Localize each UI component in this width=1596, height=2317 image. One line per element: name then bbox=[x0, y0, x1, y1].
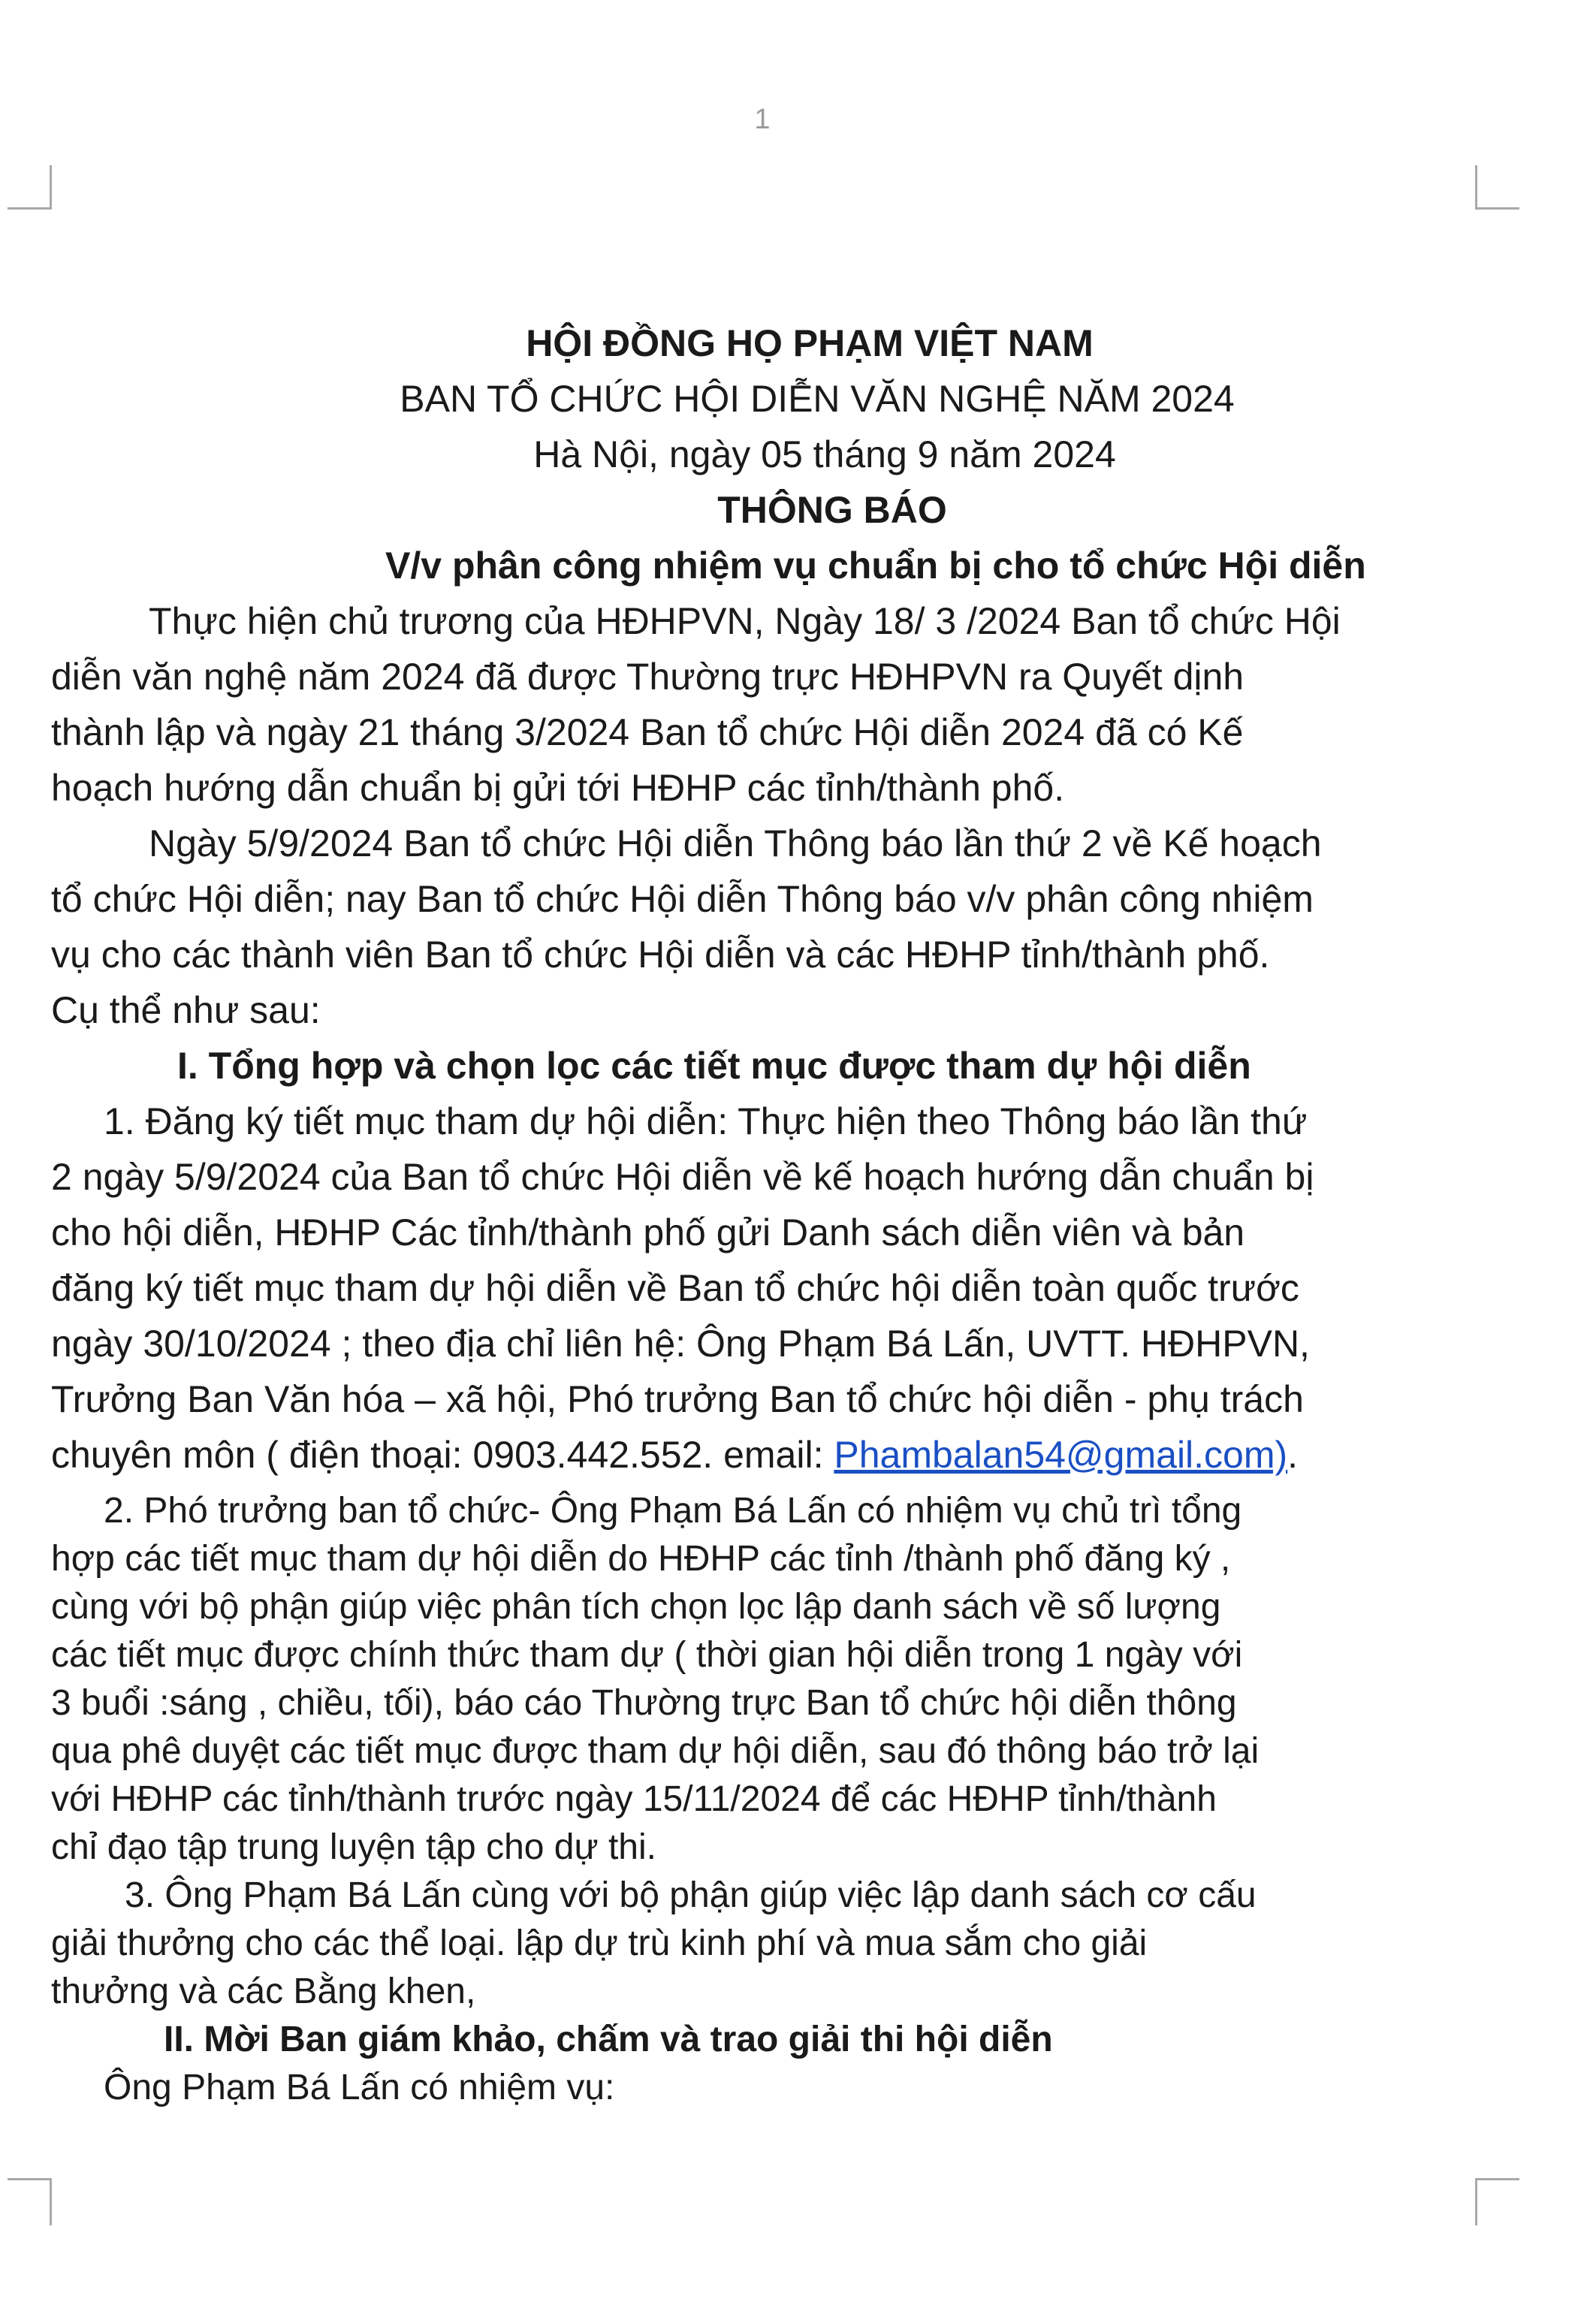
document-body bbox=[51, 315, 1478, 2112]
intro-p2-line: vụ cho các thành viên Ban tổ chức Hội diễn và các HĐHP tỉnh/thành phố. bbox=[51, 934, 1270, 976]
crop-mark-bottom-right bbox=[1475, 2178, 1519, 2225]
section-1-item-2-line: chỉ đạo tập trung luyện tập cho dự thi. bbox=[51, 1827, 656, 1867]
section-1-title: I. Tổng hợp và chọn lọc các tiết mục được tham dự hội diễn bbox=[177, 1045, 1251, 1087]
section-1-item-2-line: cùng với bộ phận giúp việc phân tích chọn lọc lập danh sách về số lượng bbox=[51, 1587, 1221, 1627]
section-1-item-1-contact-line bbox=[51, 1427, 1478, 1483]
section-2-title: II. Mời Ban giám khảo, chấm và trao giải thi hội diễn bbox=[164, 2020, 1053, 2059]
intro-p1-line: Thực hiện chủ trương của HĐHPVN, Ngày 18/ 3 /2024 Ban tổ chức Hội bbox=[149, 600, 1341, 642]
crop-mark-top-right bbox=[1475, 165, 1519, 210]
crop-mark-top-left bbox=[8, 165, 52, 210]
document-subject: V/v phân công nhiệm vụ chuẩn bị cho tổ chức Hội diễn bbox=[385, 545, 1366, 587]
section-2-line: Ông Phạm Bá Lấn có nhiệm vụ: bbox=[104, 2068, 615, 2107]
section-1-item-1-line: đăng ký tiết mục tham dự hội diễn về Ban tổ chức hội diễn toàn quốc trước bbox=[51, 1267, 1299, 1309]
committee-name: BAN TỔ CHỨC HỘI DIỄN VĂN NGHỆ NĂM 2024 bbox=[400, 378, 1235, 420]
org-name: HỘI ĐỒNG HỌ PHẠM VIỆT NAM bbox=[526, 322, 1094, 364]
section-1-item-3-line: 3. Ông Phạm Bá Lấn cùng với bộ phận giúp việc lập danh sách cơ cấu bbox=[125, 1875, 1257, 1915]
section-1-item-3-line: thưởng và các Bằng khen, bbox=[51, 1972, 476, 2011]
crop-mark-bottom-left bbox=[8, 2178, 52, 2225]
section-1-item-2 bbox=[51, 1487, 1478, 2112]
section-1-item-2-line: 2. Phó trưởng ban tổ chức- Ông Phạm Bá Lấn có nhiệm vụ chủ trì tổng bbox=[104, 1491, 1242, 1531]
intro-p2-line: Cụ thể như sau: bbox=[51, 989, 321, 1031]
section-1-item-2-line: với HĐHP các tỉnh/thành trước ngày 15/11/2024 để các HĐHP tỉnh/thành bbox=[51, 1779, 1217, 1819]
section-1-item-3-line: giải thưởng cho các thể loại. lập dự trù kinh phí và mua sắm cho giải bbox=[51, 1923, 1148, 1963]
section-1-item-2-line: các tiết mục được chính thức tham dự ( thời gian hội diễn trong 1 ngày với bbox=[51, 1635, 1243, 1675]
contact-suffix: . bbox=[1287, 1434, 1299, 1476]
document-type: THÔNG BÁO bbox=[717, 489, 947, 531]
section-1-item-1-line: 1. Đăng ký tiết mục tham dự hội diễn: Thực hiện theo Thông báo lần thứ bbox=[104, 1100, 1308, 1142]
section-1-item-1-line: 2 ngày 5/9/2024 của Ban tổ chức Hội diễn về kế hoạch hướng dẫn chuẩn bị bbox=[51, 1156, 1314, 1198]
intro-p1-line: thành lập và ngày 21 tháng 3/2024 Ban tổ chức Hội diễn 2024 đã có Kế bbox=[51, 711, 1244, 753]
place-date: Hà Nội, ngày 05 tháng 9 năm 2024 bbox=[533, 433, 1116, 475]
section-1-item-1-line: ngày 30/10/2024 ; theo địa chỉ liên hệ: Ông Phạm Bá Lấn, UVTT. HĐHPVN, bbox=[51, 1323, 1310, 1365]
section-1-item-1-line: Trưởng Ban Văn hóa – xã hội, Phó trưởng Ban tổ chức hội diễn - phụ trách bbox=[51, 1378, 1304, 1420]
intro-p2-line: Ngày 5/9/2024 Ban tổ chức Hội diễn Thông báo lần thứ 2 về Kế hoạch bbox=[149, 822, 1322, 864]
intro-p1-line: diễn văn nghệ năm 2024 đã được Thường trực HĐHPVN ra Quyết dịnh bbox=[51, 656, 1245, 698]
section-1-item-1-line: cho hội diễn, HĐHP Các tỉnh/thành phố gửi Danh sách diễn viên và bản bbox=[51, 1211, 1245, 1254]
contact-text: chuyên môn ( điện thoại: 0903.442.552. email: bbox=[51, 1434, 834, 1476]
section-1-item-2-line: hợp các tiết mục tham dự hội diễn do HĐHP các tỉnh /thành phố đăng ký , bbox=[51, 1539, 1231, 1579]
page-number: 1 bbox=[754, 104, 771, 135]
section-1-item-2-line: 3 buổi :sáng , chiều, tối), báo cáo Thường trực Ban tổ chức hội diễn thông bbox=[51, 1683, 1237, 1723]
section-1-item-2-line: qua phê duyệt các tiết mục được tham dự hội diễn, sau đó thông báo trở lại bbox=[51, 1731, 1260, 1771]
intro-p2-line: tổ chức Hội diễn; nay Ban tổ chức Hội diễn Thông báo v/v phân công nhiệm bbox=[51, 878, 1314, 920]
email-link[interactable]: Phambalan54@gmail.com) bbox=[834, 1434, 1288, 1476]
intro-p1-line: hoạch hướng dẫn chuẩn bị gửi tới HĐHP các tỉnh/thành phố. bbox=[51, 767, 1065, 809]
